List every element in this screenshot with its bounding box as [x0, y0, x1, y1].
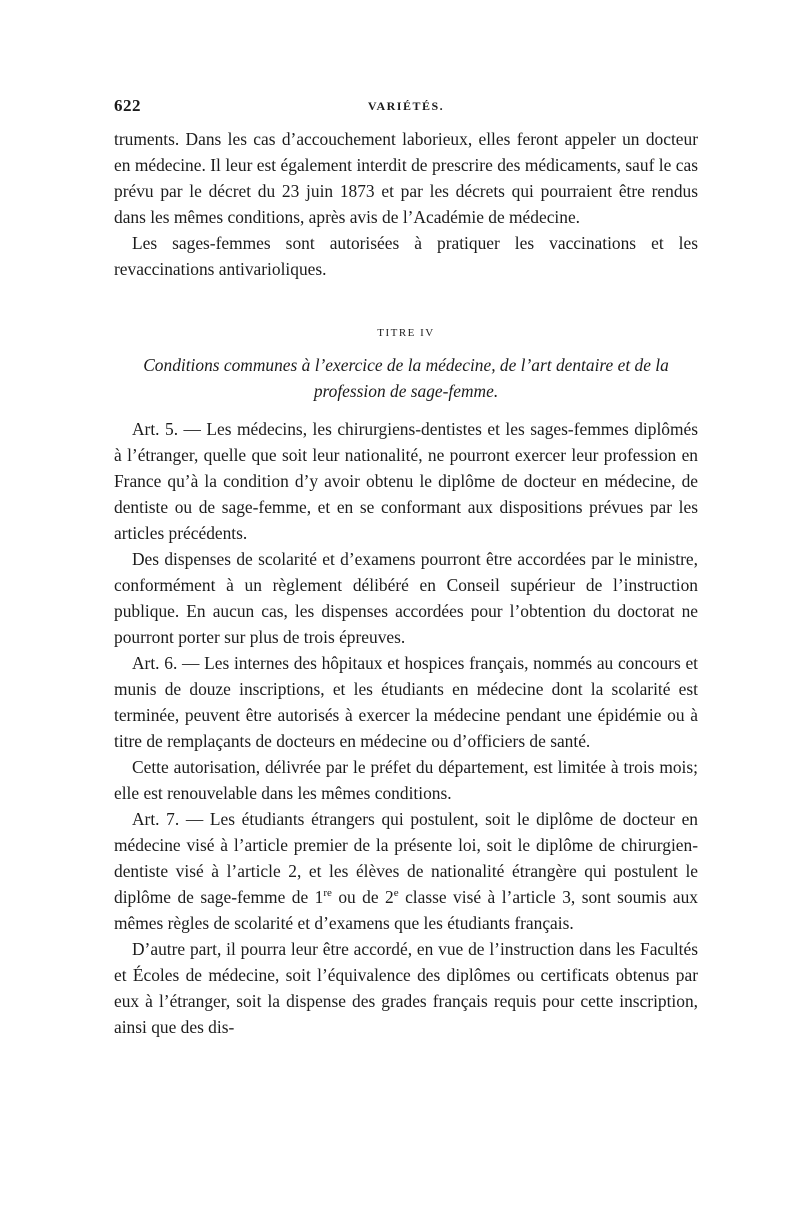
section-subtitle: Conditions communes à l’exercice de la médecine, de l’art dentaire et de la profession de sage-femme.: [143, 355, 669, 401]
paragraph-art-6: Art. 6. — Les internes des hôpitaux et hospices français, nommés au concours et munis de douze inscriptions, et les étudiants en médecine dont la scolarité est terminée, peuvent être autorisés à exercer la médecine pendant une épidémie ou à titre de remplaçants de docteurs en médecine ou d’officiers de santé.: [114, 653, 698, 751]
superscript-e: e: [393, 887, 399, 900]
paragraph-autorisation: Cette autorisation, délivrée par le préfet du département, est limitée à trois mois; elle est renouvelable dans les mêmes conditions.: [114, 757, 698, 803]
paragraph-continued: truments. Dans les cas d’accouchement laborieux, elles feront appeler un docteur en médecine. Il leur est également interdit de prescrire des médicaments, sauf le cas prévu par le décret du 23 juin 1873 et par les décrets qui pourraient être rendus dans les mêmes conditions, après avis de l’Académie de médecine.: [114, 129, 698, 227]
art-7-text-end: classe visé à l’article 3, sont soumis aux mêmes règles de scolarité et d’examens que les étudiants français.: [114, 887, 699, 933]
art-7-text-start: Art. 7. — Les étudiants étrangers qui postulent, soit le diplôme de docteur en médecine visé à l’article premier de la présente loi, soit le diplôme de chirurgien-dentiste visé à l’article 2, et les élèves de nationalité étrangère qui postulent le diplôme de sage-femme de 1: [114, 809, 698, 907]
paragraph-art-7: [114, 806, 698, 936]
paragraph-dispenses: Des dispenses de scolarité et d’examens pourront être accordées par le ministre, conformément à un règlement délibéré en Conseil supérieur de l’instruction publique. En aucun cas, les dispenses accordées pour l’obtention du doctorat ne pourront porter sur plus de trois épreuves.: [114, 549, 698, 647]
running-head: [114, 96, 698, 120]
paragraph-vaccinations: Les sages-femmes sont autorisées à pratiquer les vaccinations et les revaccinations antivarioliques.: [114, 233, 698, 279]
section-title: TITRE IV: [377, 327, 435, 339]
page-number: 622: [114, 96, 141, 115]
paragraph-art-5: Art. 5. — Les médecins, les chirurgiens-dentistes et les sages-femmes diplômés à l’étranger, quelle que soit leur nationalité, ne pourront exercer leur profession en France qu’à la condition d’y avoir obtenu le diplôme de docteur en médecine, de dentiste ou de sage-femme, et en se conformant aux dispositions prévues par les articles précédents.: [114, 419, 698, 543]
superscript-re: re: [323, 887, 332, 900]
book-page: [114, 96, 698, 1040]
running-title: VARIÉTÉS.: [367, 99, 445, 113]
art-7-text-middle: ou de 2: [331, 887, 394, 907]
paragraph-autre-part: D’autre part, il pourra leur être accordé, en vue de l’instruction dans les Facultés et Écoles de médecine, soit l’équivalence des diplômes ou certificats obtenus par eux à l’étranger, soit la dispense des grades français requis pour cette inscription, ainsi que des dis-: [114, 939, 698, 1037]
